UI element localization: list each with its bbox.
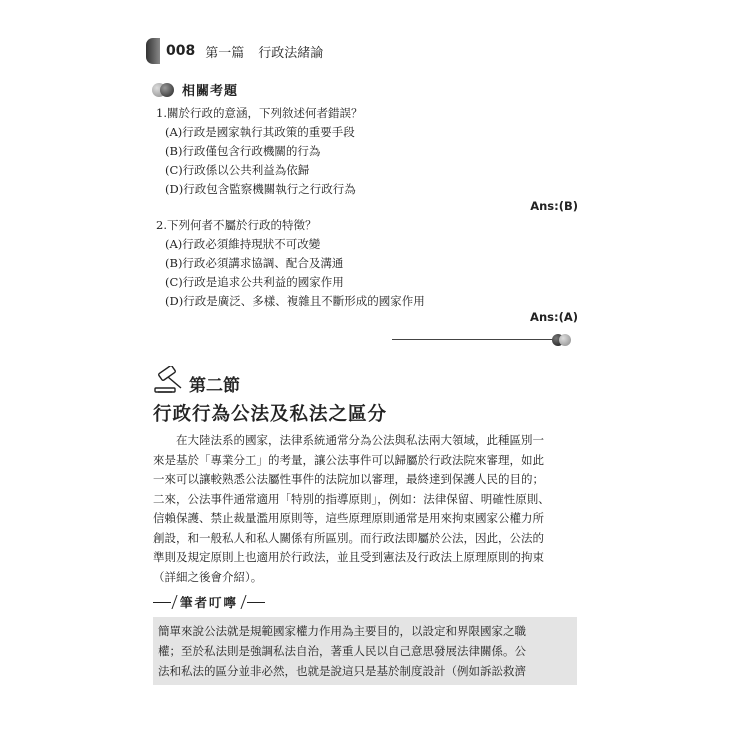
note-line: 法和私法的區分並非必然，也就是說這只是基於制度設計（例如訴訟救濟 — [158, 664, 526, 678]
question-option: (D)行政是廣泛、多樣、複雜且不斷形成的國家作用 — [165, 294, 425, 308]
question-option: (A)行政是國家執行其政策的重要手段 — [165, 125, 355, 139]
chapter-title: 行政法緒論 — [258, 45, 324, 61]
question-option: (B)行政僅包含行政機關的行為 — [165, 144, 321, 158]
section-number: 第二節 — [189, 376, 240, 396]
section-label — [153, 366, 240, 396]
related-questions-title: 相關考題 — [182, 84, 239, 99]
question-option: (D)行政包含監察機關執行之行政行為 — [165, 182, 356, 196]
header-tab-marker — [146, 38, 160, 64]
question-stem: 2.下列何者不屬於行政的特徵？ — [156, 218, 317, 232]
author-note-title: 筆者叮嚀 — [180, 595, 239, 610]
note-line: 簡單來說公法就是規範國家權力作用為主要目的，以設定和界限國家之職 — [158, 624, 526, 638]
section-title: 行政行為公法及私法之區分 — [153, 404, 388, 425]
body-line: 二來，公法事件通常適用「特別的指導原則」，例如：法律保留、明確性原則、 — [153, 491, 550, 506]
part-label: 第一篇 — [205, 45, 245, 61]
body-line: （詳細之後會介紹）。 — [153, 569, 263, 584]
question-2 — [156, 216, 425, 311]
body-line: 信賴保護、禁止裁量濫用原則等，這些原理原則通常是用來拘束國家公權力所 — [153, 511, 544, 525]
heading-slash-left — [171, 595, 177, 609]
related-questions-heading — [152, 80, 238, 99]
body-line: 創設，和一般私人和私人關係有所區別。而行政法即屬於公法，因此，公法的 — [153, 530, 544, 545]
answer-2: Ans:(A) — [530, 310, 578, 324]
double-dot-icon — [152, 83, 176, 97]
answer-1: Ans:(B) — [530, 199, 578, 213]
separator-dot-icon — [552, 334, 576, 346]
author-note-heading — [153, 593, 265, 611]
body-line: 在大陸法系的國家，法律系統通常分為公法與私法兩大領域，此種區別一 — [153, 433, 544, 447]
body-line: 準則及規定原則上也適用於行政法，並且受到憲法及行政法上原理原則的拘束 — [153, 550, 544, 564]
gavel-icon — [153, 366, 187, 396]
heading-slash-right — [240, 595, 246, 609]
question-option: (C)行政係以公共利益為依歸 — [165, 163, 310, 177]
body-line: 來是基於「專業分工」的考量，讓公法事件可以歸屬於行政法院來審理，如此 — [153, 452, 544, 467]
question-1 — [156, 104, 362, 199]
question-option: (B)行政必須講求協調、配合及溝通 — [165, 256, 344, 270]
heading-rule-right — [247, 602, 265, 603]
section-separator-line — [392, 339, 554, 340]
question-option: (C)行政是追求公共利益的國家作用 — [165, 275, 344, 289]
heading-rule-left — [153, 602, 171, 603]
body-line: 一來可以讓較熟悉公法屬性事件的法院加以審理，最終達到保護人民的目的； — [153, 472, 544, 486]
question-stem: 1.關於行政的意涵，下列敘述何者錯誤？ — [156, 106, 363, 120]
page-number: 008 — [166, 43, 196, 59]
section-body — [153, 431, 575, 587]
author-note-text — [158, 621, 574, 681]
page-header — [146, 38, 323, 64]
question-option: (A)行政必須維持現狀不可改變 — [165, 237, 321, 251]
note-line: 權；至於私法則是強調私法自治，著重人民以自己意思發展法律關係。公 — [158, 644, 526, 658]
